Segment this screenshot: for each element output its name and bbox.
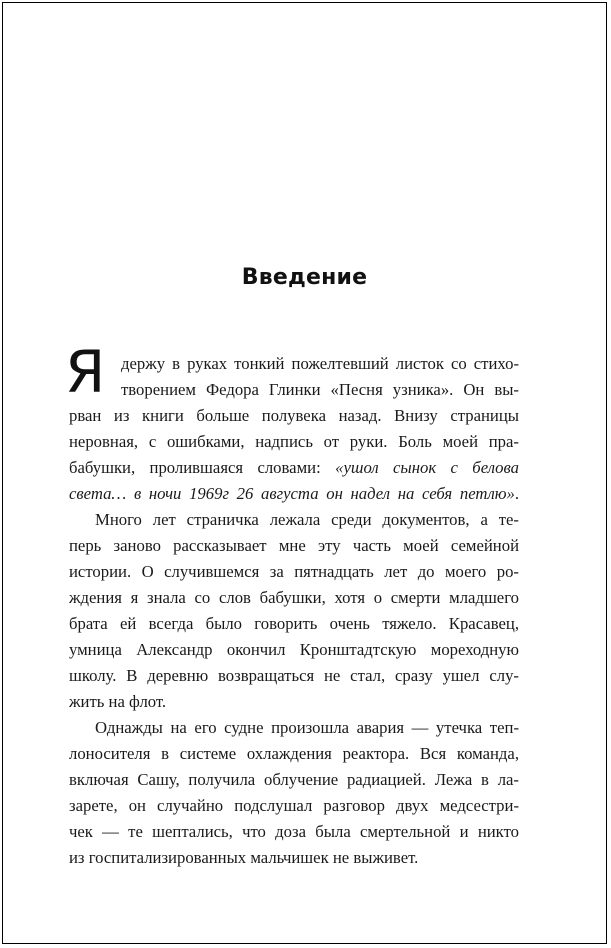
quote-segment: «ушол сынок с белова <box>335 458 519 477</box>
drop-cap: Я <box>65 338 106 406</box>
text-line: рван из книги больше полувека назад. Внизу страницы <box>69 406 519 425</box>
text-line: перь заново рассказывает мне эту часть моей семейной <box>69 536 519 555</box>
text-line: школу. В деревню возвращаться не стал, сразу ушел слу- <box>69 666 519 685</box>
text-line: держу в руках тонкий пожелтевший листок со стихо- <box>121 354 519 373</box>
text-line: зарете, он случайно подслушал разговор двух медсестри- <box>69 796 519 815</box>
text-line-mixed <box>69 455 519 481</box>
text-line-mixed <box>69 481 519 507</box>
text-line: из госпитализированных мальчишек не выживет. <box>69 848 419 867</box>
chapter-title: Введение <box>241 265 368 290</box>
text-line: творением Федора Глинки «Песня узника». Он вы- <box>121 380 519 399</box>
quote-segment: света… в ночи 1969г 26 августа он надел на себя петлю» <box>69 484 515 503</box>
text-line: чек — те шептались, что доза была смертельной и никто <box>69 822 519 841</box>
text-line: Однажды на его судне произошла авария — утечка теп- <box>95 718 519 737</box>
text-line: неровная, с ошибками, надпись от руки. Боль моей пра- <box>69 432 519 451</box>
text-line: истории. О случившемся за пятнадцать лет до моего ро- <box>69 562 519 581</box>
text-line: лоносителя в системе охлаждения реактора. Вся команда, <box>69 744 519 763</box>
text-segment: бабушки, пролившаяся словами: <box>69 458 336 477</box>
text-line: брата ей всегда было говорить очень тяжело. Красавец, <box>69 614 519 633</box>
text-line: включая Сашу, получила облучение радиацией. Лежа в ла- <box>69 770 519 789</box>
text-line: умница Александр окончил Кронштадтскую мореходную <box>69 640 519 659</box>
text-line: ждения я знала со слов бабушки, хотя о смерти младшего <box>69 588 519 607</box>
text-line: жить на флот. <box>69 692 167 711</box>
book-page <box>2 2 607 944</box>
text-segment: . <box>514 484 519 503</box>
text-line: Много лет страничка лежала среди документов, а те- <box>95 510 519 529</box>
